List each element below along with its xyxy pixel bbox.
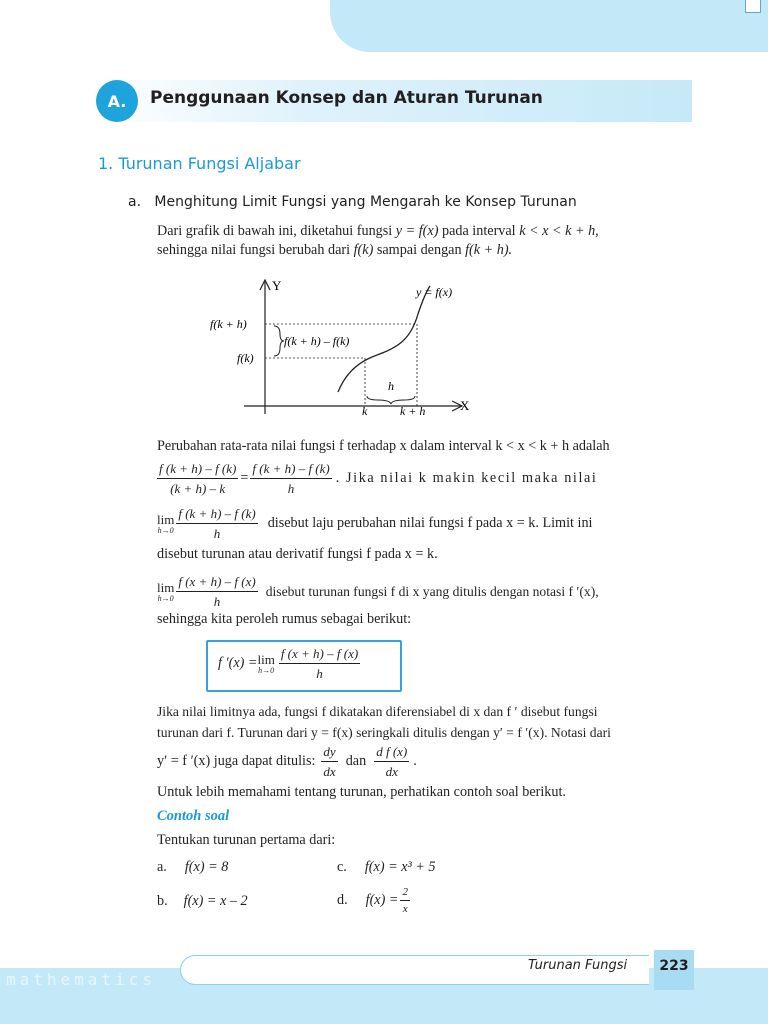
example-heading: Contoh soal — [157, 808, 230, 824]
limit-operator — [157, 581, 174, 603]
intro-math: k < x < k + h, — [519, 223, 599, 239]
example-item-d — [337, 886, 410, 915]
h-brace — [367, 396, 415, 404]
intro-math: y = f(x) — [395, 223, 439, 239]
subsubsection-heading — [128, 194, 577, 210]
diff-label: f(k + h) – f(k) — [284, 334, 350, 348]
frac-denominator: (k + h) – k — [170, 481, 226, 496]
frac-denominator: dx — [323, 764, 336, 779]
chapter-title: Turunan Fungsi — [528, 958, 628, 973]
paragraph-2: turunan dari f. Turunan dari y = f(x) seringkali ditulis dengan y′ = f ′(x). Notasi dari — [157, 725, 611, 740]
derivative-formula — [218, 646, 360, 681]
fkh-label: f(k + h) — [210, 317, 247, 331]
intro-math: f(k + h). — [465, 242, 513, 258]
subsubsection-label: a. — [128, 194, 142, 210]
frac-numerator: f (x + h) – f (x) — [176, 574, 257, 592]
intro-text: pada interval — [438, 223, 520, 239]
limit-line-2 — [157, 574, 599, 609]
avg-rate-line: Perubahan rata-rata nilai fungsi f terhadap x dalam interval k < x < k + h adalah — [157, 438, 610, 454]
x-axis-label: X — [460, 398, 470, 413]
frac-numerator: f (x + h) – f (x) — [279, 646, 360, 664]
period: . — [413, 753, 417, 769]
df-dx-fraction — [374, 744, 409, 779]
example-item-a — [157, 858, 228, 877]
derivative-line: disebut turunan atau derivatif fungsi f pada x = k. — [157, 546, 438, 562]
frac-numerator: f (k + h) – f (k) — [157, 461, 238, 479]
intro-line-2 — [157, 241, 512, 260]
intro-text: sehingga nilai fungsi berubah dari — [157, 242, 354, 258]
limit-text: disebut laju perubahan nilai fungsi f pada x = k. Limit ini — [267, 515, 593, 531]
intro-math: f(k) — [353, 242, 374, 258]
page-number: 223 — [659, 958, 689, 974]
curve — [338, 286, 430, 392]
equals-sign: = — [240, 470, 249, 486]
item-label: a. — [157, 859, 167, 875]
limit-fraction-2 — [176, 574, 257, 609]
subsection-title: 1. Turunan Fungsi Aljabar — [98, 154, 301, 173]
k-label: k — [362, 404, 368, 418]
diff-brace — [274, 326, 284, 356]
fk-label: f(k) — [237, 351, 254, 365]
watermark: mathematics — [6, 970, 156, 989]
frac-denominator: h — [213, 594, 221, 609]
example-item-c — [337, 858, 436, 877]
frac-denominator: h — [287, 481, 295, 496]
notation-text: disebut turunan fungsi f di x yang ditulis dengan notasi f ′(x), — [265, 584, 599, 599]
frac-numerator: dy — [321, 744, 337, 762]
item-label: c. — [337, 859, 347, 875]
formula-fraction — [279, 646, 360, 681]
dy-dx-fraction — [321, 744, 337, 779]
avg-fraction-2 — [250, 461, 331, 496]
lim-text: lim — [257, 651, 275, 667]
conjunction-text: dan — [345, 753, 367, 769]
function-graph — [200, 272, 480, 422]
frac-numerator: f (k + h) – f (k) — [250, 461, 331, 479]
paragraph-3 — [157, 744, 417, 779]
frac-numerator: 2 — [400, 886, 410, 901]
lim-subscript: h→0 — [157, 593, 174, 603]
section-title: Penggunaan Konsep dan Aturan Turunan — [150, 88, 543, 108]
notation-text: y′ = f ′(x) juga dapat ditulis: — [157, 753, 316, 769]
subsubsection-title: Menghitung Limit Fungsi yang Mengarah ke Konsep Turunan — [154, 194, 577, 210]
item-label: d. — [337, 892, 348, 908]
lim-subscript: h→0 — [157, 525, 174, 535]
y-axis-label: Y — [272, 278, 282, 293]
lim-text: lim — [157, 511, 175, 527]
limit-line-1 — [157, 506, 593, 541]
section-badge: A. — [96, 80, 138, 122]
intro-text: sampai dengan — [373, 242, 466, 258]
frac-denominator: h — [213, 526, 221, 541]
item-expression: f(x) = x³ + 5 — [364, 859, 436, 875]
paragraph-4: Untuk lebih memahami tentang turunan, perhatikan contoh soal berikut. — [157, 784, 566, 800]
limit-operator — [157, 513, 174, 535]
item-expression: f(x) = x – 2 — [183, 893, 248, 909]
frac-numerator: f (k + h) – f (k) — [176, 506, 257, 524]
limit-operator — [257, 653, 274, 675]
formula-intro-line: sehingga kita peroleh rumus sebagai berikut: — [157, 611, 412, 627]
header-decoration — [330, 0, 768, 52]
paragraph-1: Jika nilai limitnya ada, fungsi f dikatakan diferensiabel di x dan f ′ disebut fungsi — [157, 704, 598, 719]
frac-denominator: x — [402, 903, 408, 915]
item-expression: f(x) = — [365, 892, 399, 908]
item-fraction — [400, 886, 410, 915]
corner-mark — [745, 0, 761, 13]
example-item-b — [157, 892, 248, 911]
curve-label: y = f(x) — [416, 285, 453, 299]
avg-rate-formula-line — [157, 461, 692, 496]
lim-text: lim — [157, 579, 175, 595]
frac-numerator: d f (x) — [374, 744, 409, 762]
h-label: h — [388, 379, 394, 393]
formula-lhs: f ′(x) = — [218, 655, 258, 671]
intro-text: Dari grafik di bawah ini, diketahui fungsi — [157, 223, 396, 239]
frac-denominator: dx — [385, 764, 398, 779]
item-expression: f(x) = 8 — [184, 859, 229, 875]
frac-denominator: h — [316, 666, 323, 681]
example-instruction: Tentukan turunan pertama dari: — [157, 832, 336, 848]
intro-line-1 — [157, 222, 599, 241]
limit-fraction-1 — [176, 506, 257, 541]
lim-subscript: h→0 — [258, 665, 275, 675]
avg-fraction-1 — [157, 461, 238, 496]
avg-rate-text: . Jika nilai k makin kecil maka nilai — [335, 470, 598, 486]
item-label: b. — [157, 893, 168, 909]
kh-label: k + h — [400, 404, 426, 418]
